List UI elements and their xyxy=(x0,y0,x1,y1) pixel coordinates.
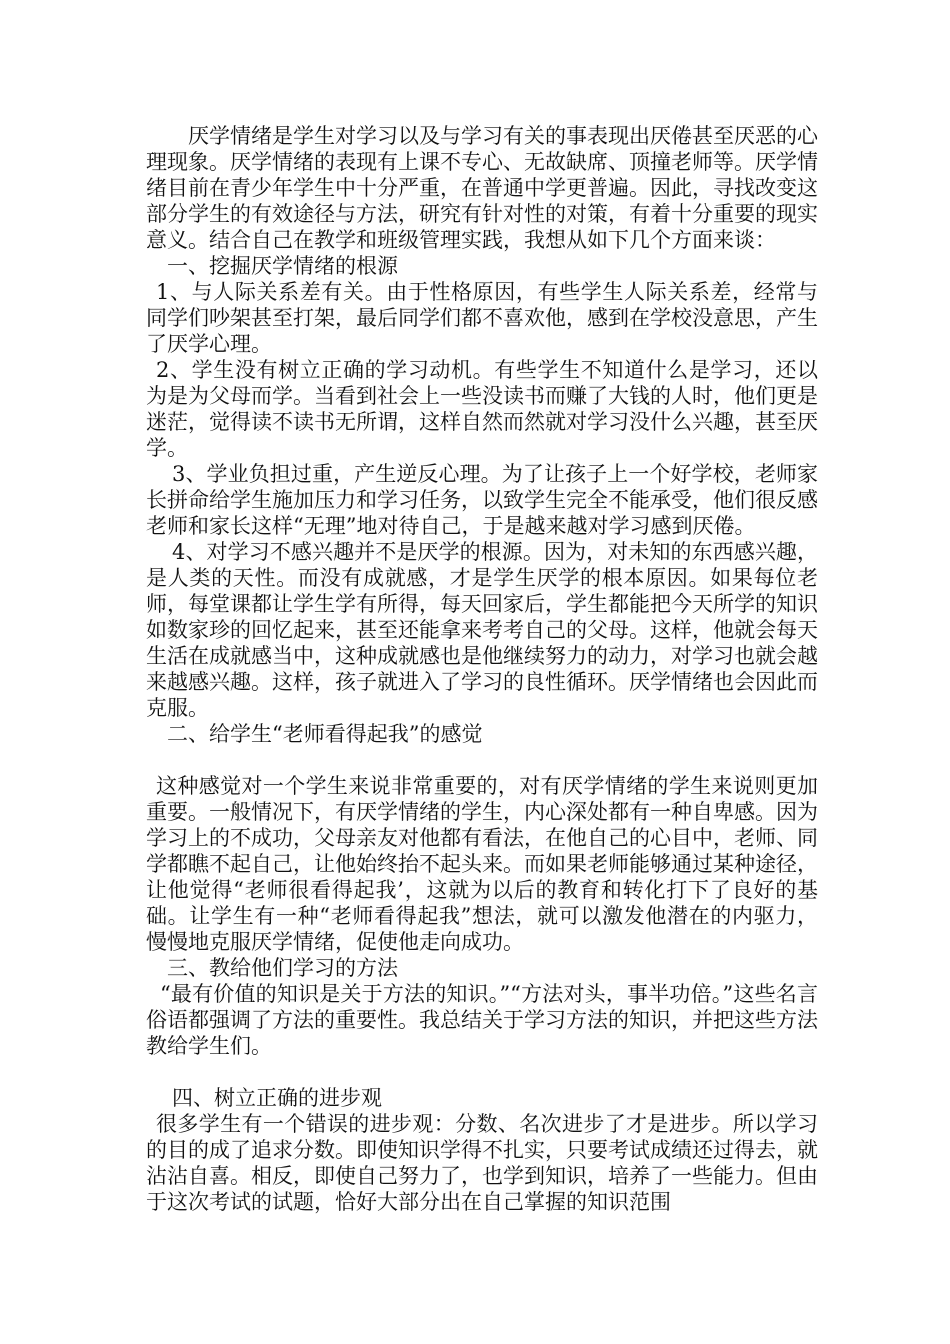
section2-body: 这种感觉对一个学生来说非常重要的，对有厌学情绪的学生来说则更加重要。一般情况下，有厌学情绪的学生，内心深处都有一种自卑感。因为学习上的不成功，父母亲友对他都有看法，在他自己的心目中，老师、同学都瞧不起自己，让他始终抬不起头来。而如果老师能够通过某种途径，让他觉得“老师很看得起我’，这就为以后的教育和转化打下了良好的基础。让学生有一种“老师看得起我”想法，就可以激发他潜在的内驱力，慢慢地克服厌学情绪，促使他走向成功。 xyxy=(146,774,818,954)
section4-body: 很多学生有一个错误的进步观：分数、名次进步了才是进步。所以学习的目的成了追求分数。即使知识学得不扎实，只要考试成绩还过得去，就沾沾自喜。相反，即使自己努力了，也学到知识，培养了一些能力。但由于这次考试的试题，恰好大部分出在自己掌握的知识范围 xyxy=(146,1112,818,1214)
section1-heading: 一、挖掘厌学情绪的根源 xyxy=(167,254,398,278)
section4-heading: 四、树立正确的进步观 xyxy=(172,1086,382,1110)
section3-heading: 三、教给他们学习的方法 xyxy=(167,956,398,980)
section1-point1: 1、与人际关系差有关。由于性格原因，有些学生人际关系差，经常与同学们吵架甚至打架，最后同学们都不喜欢他，感到在学校没意思，产生了厌学心理。 xyxy=(146,280,818,356)
section1-point2: 2、学生没有树立正确的学习动机。有些学生不知道什么是学习，还以为是为父母而学。当看到社会上一些没读书而赚了大钱的人时，他们更是迷茫，觉得读不读书无所谓，这样自然而然就对学习没什么兴趣，甚至厌学。 xyxy=(146,358,818,460)
section1-point4: 4、对学习不感兴趣并不是厌学的根源。因为，对未知的东西感兴趣，是人类的天性。而没有成就感，才是学生厌学的根本原因。如果每位老师，每堂课都让学生学有所得，每天回家后，学生都能把今天所学的知识如数家珍的回忆起来，甚至还能拿来考考自己的父母。这样，他就会每天生活在成就感当中，这种成就感也是他继续努力的动力，对学习也就会越来越感兴趣。这样，孩子就进入了学习的良性循环。厌学情绪也会因此而克服。 xyxy=(146,540,818,720)
blank-line xyxy=(146,1059,818,1085)
blank-line xyxy=(146,747,818,773)
document-body xyxy=(146,123,818,1215)
intro-paragraph: 厌学情绪是学生对学习以及与学习有关的事表现出厌倦甚至厌恶的心理现象。厌学情绪的表现有上课不专心、无故缺席、顶撞老师等。厌学情绪目前在青少年学生中十分严重，在普通中学更普遍。因此，寻找改变这部分学生的有效途径与方法，研究有针对性的对策，有着十分重要的现实意义。结合自己在教学和班级管理实践，我想从如下几个方面来谈： xyxy=(146,124,818,252)
section1-point3: 3、学业负担过重，产生逆反心理。为了让孩子上一个好学校，老师家长拼命给学生施加压力和学习任务，以致学生完全不能承受，他们很反感老师和家长这样“无理”地对待自己，于是越来越对学习感到厌倦。 xyxy=(146,462,818,538)
section3-body: “最有价值的知识是关于方法的知识。”“方法对头，事半功倍。”这些名言俗语都强调了方法的重要性。我总结关于学习方法的知识，并把这些方法教给学生们。 xyxy=(146,982,818,1058)
section2-heading: 二、给学生“老师看得起我”的感觉 xyxy=(167,722,483,746)
